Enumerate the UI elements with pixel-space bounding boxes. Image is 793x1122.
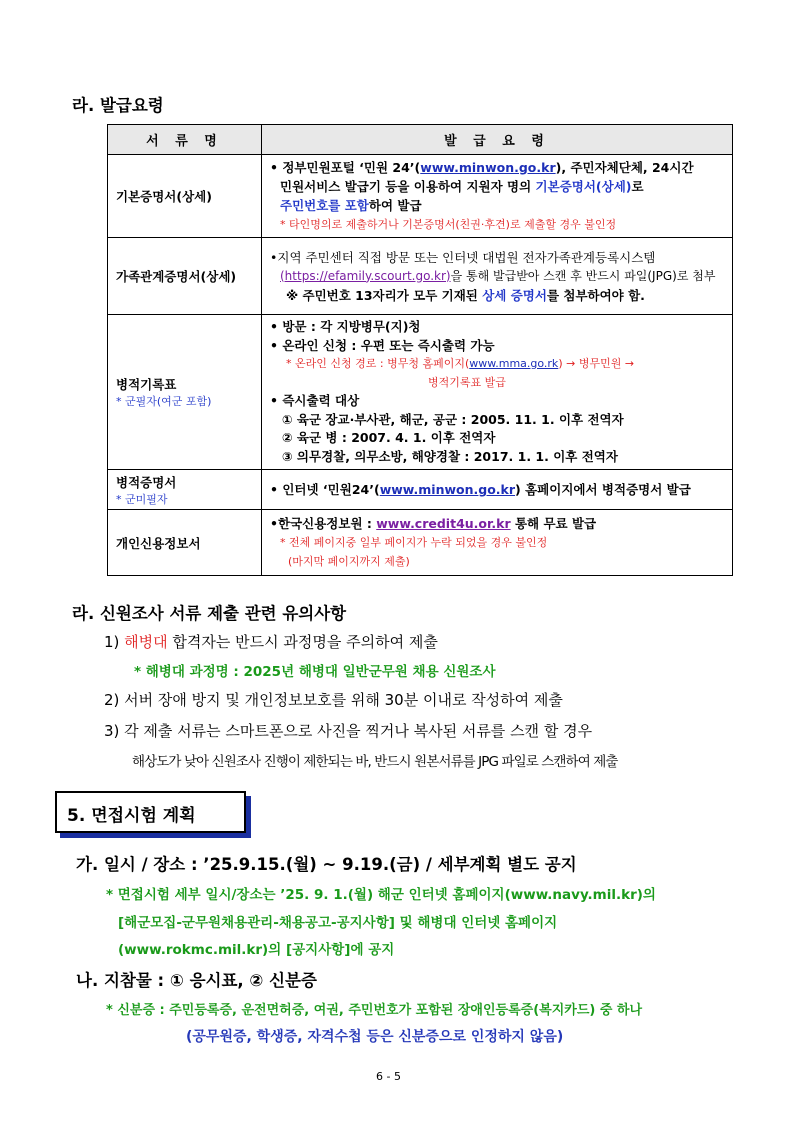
table-row (108, 155, 733, 238)
schedule-heading: 가. 일시 / 장소 : ’25.9.15.(월) ~ 9.19.(금) / 세부계획 별도 공지 (76, 855, 577, 874)
schedule-note-2: [해군모집-군무원채용관리-채용공고-공지사항] 및 해병대 인터넷 홈페이지 (118, 915, 558, 931)
notice-item-1-note: * 해병대 과정명 : 2025년 해병대 일반군무원 채용 신원조사 (134, 664, 496, 680)
doc-name-cell (108, 315, 262, 470)
doc-method (262, 155, 733, 238)
text: 로 (631, 179, 644, 194)
note: * 타인명의로 제출하거나 기본증명서(친권·후견)로 제출할 경우 불인정 (280, 218, 617, 231)
notice-item-1 (104, 631, 438, 652)
table-row (108, 470, 733, 510)
text: • 정부민원포털 ‘민원 24’( (270, 160, 421, 175)
text: 을 통해 발급받아 스캔 후 반드시 파일(JPG)로 첨부 (450, 268, 716, 283)
table-row (108, 238, 733, 315)
doc-method (262, 315, 733, 470)
items-heading: 나. 지참물 : ① 응시표, ② 신분증 (76, 971, 317, 990)
text: • 온라인 신청 : 우편 또는 즉시출력 가능 (270, 337, 495, 353)
doc-name: 개인신용정보서 (108, 510, 262, 576)
notice-item-3: 3) 각 제출 서류는 스마트폰으로 사진을 찍거나 복사된 서류를 스캔 할 경우 (104, 722, 593, 740)
text: •한국신용정보원 : (270, 516, 377, 531)
text: 상세 증명서 (482, 287, 547, 303)
page-number: 6 - 5 (376, 1070, 401, 1083)
header-method: 발 급 요 령 (262, 125, 733, 155)
text: 를 첨부하여야 함. (546, 287, 645, 303)
credit4u-link[interactable]: www.credit4u.or.kr (376, 516, 511, 531)
text: ③ 의무경찰, 의무소방, 해양경찰 : 2017. 1. 1. 이후 전역자 (282, 448, 618, 464)
text: ※ 주민번호 13자리가 모두 기재된 (286, 287, 483, 303)
header-doc: 서 류 명 (108, 125, 262, 155)
minwon-link[interactable]: www.minwon.go.kr (420, 160, 556, 175)
text: * 온라인 신청 경로 : 병무청 홈페이지( (286, 357, 470, 370)
note: 병적기록표 발급 (428, 375, 506, 389)
text: ① 육군 장교·부사관, 해군, 공군 : 2005. 11. 1. 이후 전역자 (282, 411, 624, 427)
doc-name: 병적증명서 (116, 474, 177, 490)
text: 주민번호를 포함 (280, 198, 369, 213)
section-heading-issue: 라. 발급요령 (72, 96, 164, 115)
text: •지역 주민센터 직접 방문 또는 인터넷 대법원 전자가족관계등록시스템 (270, 249, 656, 265)
schedule-note-3: (www.rokmc.mil.kr)의 [공지사항]에 공지 (118, 942, 395, 958)
doc-sub: * 군필자(여군 포함) (116, 395, 212, 408)
text: ② 육군 병 : 2007. 4. 1. 이후 전역자 (282, 430, 496, 445)
schedule-note-1: * 면접시험 세부 일시/장소는 ’25. 9. 1.(월) 해군 인터넷 홈페이지(www.navy.mil.kr)의 (106, 887, 656, 903)
doc-method (262, 470, 733, 510)
text: • 방문 : 각 지방병무(지)청 (270, 319, 421, 334)
items-note-2: (공무원증, 학생증, 자격수첩 등은 신분증으로 인정하지 않음) (186, 1029, 564, 1045)
text: • 즉시출력 대상 (270, 393, 360, 408)
text: ) → 병무민원 → (558, 357, 635, 370)
text: 통해 무료 발급 (510, 516, 597, 531)
section-heading-notice: 라. 신원조사 서류 제출 관련 유의사항 (72, 604, 347, 623)
notice-item-2: 2) 서버 장애 방지 및 개인정보보호를 위해 30분 이내로 작성하여 제출 (104, 691, 563, 709)
doc-name: 기본증명서(상세) (108, 155, 262, 238)
notice-item-3-cont: 해상도가 낮아 신원조사 진행이 제한되는 바, 반드시 원본서류를 JPG 파일로 스캔하여 제출 (132, 754, 618, 770)
doc-name: 가족관계증명서(상세) (108, 238, 262, 315)
doc-name: 병적기록표 (116, 377, 177, 392)
doc-sub: * 군미필자 (116, 492, 168, 506)
text: 해병대 (124, 633, 168, 651)
text: 기본증명서(상세) (535, 179, 632, 194)
efamily-link[interactable]: (https://efamily.scourt.go.kr) (280, 268, 451, 283)
text: • 인터넷 ‘민원24’( (270, 482, 380, 497)
text: ) 홈페이지에서 병적증명서 발급 (515, 482, 691, 497)
doc-method (262, 510, 733, 576)
text: ), 주민자체단체, 24시간 (555, 160, 694, 175)
text: 1) (104, 633, 125, 651)
section-5-box (55, 791, 246, 833)
text: 하여 발급 (368, 198, 422, 213)
table-row (108, 315, 733, 470)
doc-name-cell (108, 470, 262, 510)
section-5-title: 5. 면접시험 계획 (67, 806, 196, 826)
text: 민원서비스 발급기 등을 이용하여 지원자 명의 (280, 179, 536, 194)
table-row (108, 510, 733, 576)
doc-method (262, 238, 733, 315)
note: (마지막 페이지까지 제출) (288, 555, 410, 568)
table-header-row (108, 125, 733, 155)
minwon-link[interactable]: www.minwon.go.kr (379, 482, 516, 497)
issue-table (107, 124, 733, 576)
text: 합격자는 반드시 과정명을 주의하여 제출 (167, 633, 438, 651)
items-note-1: * 신분증 : 주민등록증, 운전면허증, 여권, 주민번호가 포함된 장애인등록증(복지카드) 중 하나 (106, 1003, 643, 1018)
note: * 전체 페이지중 일부 페이지가 누락 되었을 경우 불인정 (280, 536, 548, 549)
mma-link[interactable]: www.mma.go.rk (469, 357, 559, 370)
